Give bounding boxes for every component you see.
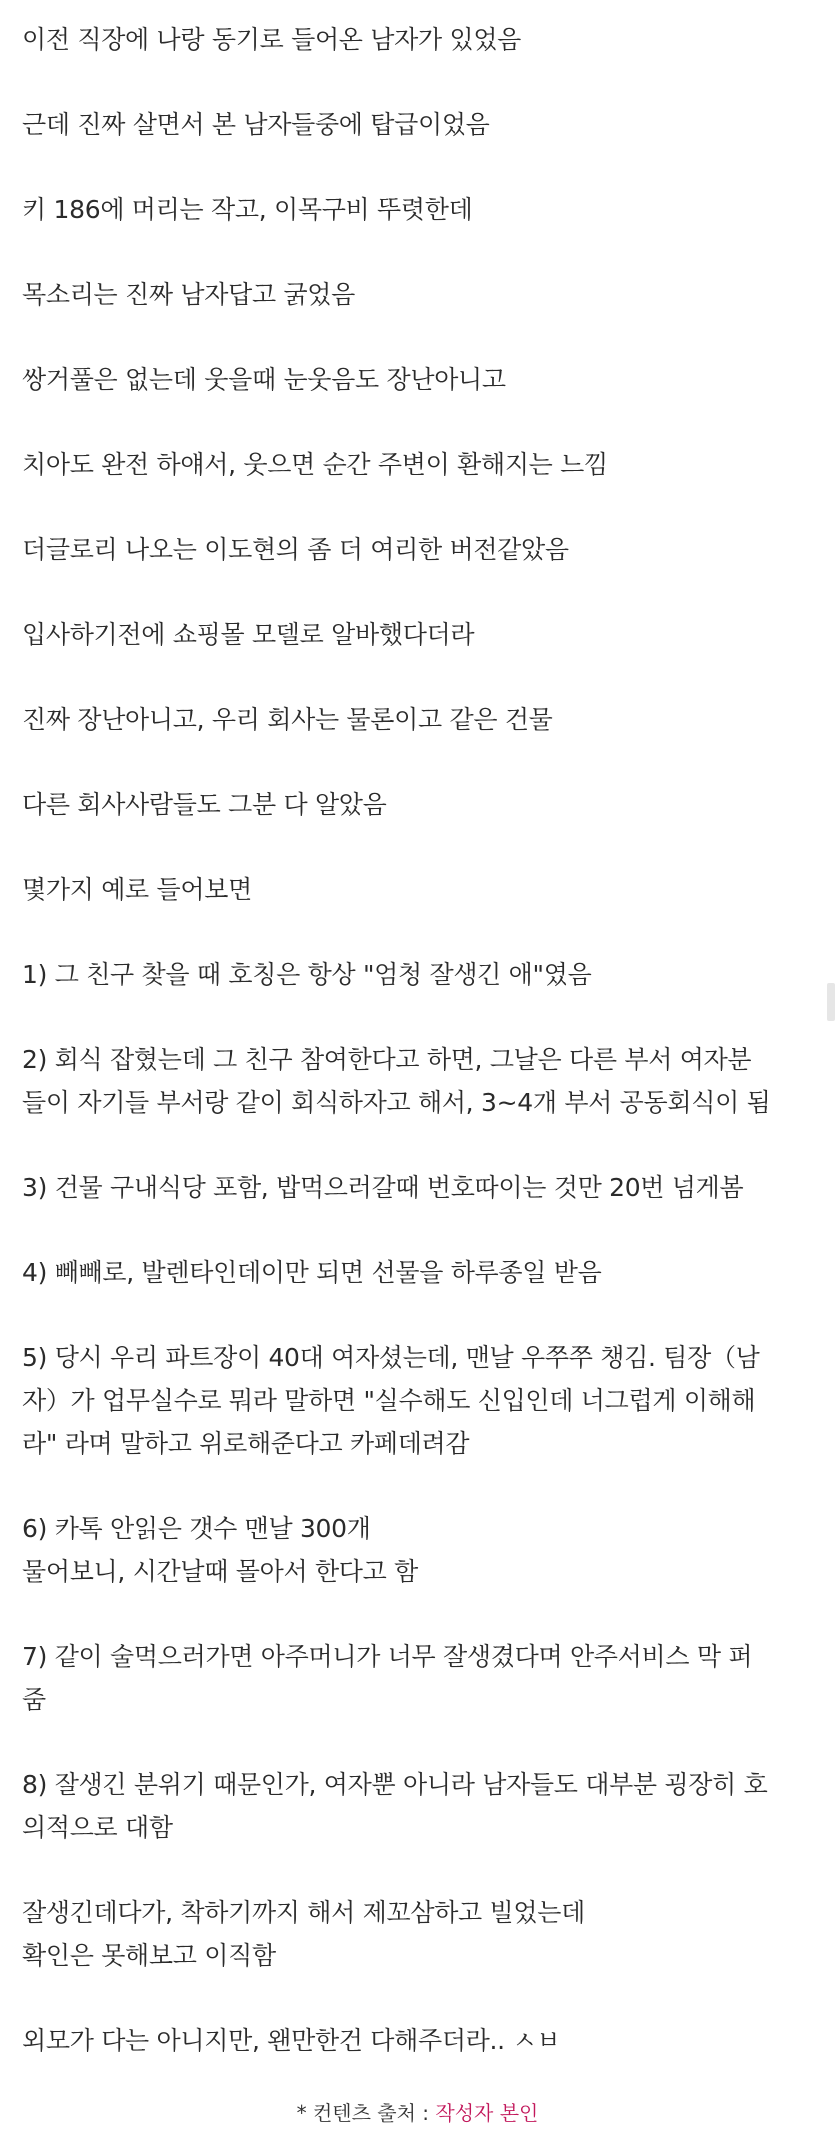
post-paragraph: 몇가지 예로 들어보면 <box>22 875 252 904</box>
post-paragraph: 쌍거풀은 없는데 웃을때 눈웃음도 장난아니고 <box>22 365 506 394</box>
list-item-2-line-2: 들이 자기들 부서랑 같이 회식하자고 해서, 3~4개 부서 공동회식이 됨 <box>22 1088 771 1117</box>
post-paragraph: 근데 진짜 살면서 본 남자들중에 탑급이었음 <box>22 110 490 139</box>
list-item-6-line-2: 물어보니, 시간날때 몰아서 한다고 함 <box>22 1557 418 1586</box>
scrollbar-thumb[interactable] <box>827 983 835 1021</box>
post-paragraph: 진짜 장난아니고, 우리 회사는 물론이고 같은 건물 <box>22 705 553 734</box>
content-source-footer <box>0 2098 835 2128</box>
list-item-4: 4) 빼빼로, 발렌타인데이만 되면 선물을 하루종일 받음 <box>22 1258 602 1287</box>
list-item-8-line-2: 의적으로 대함 <box>22 1813 173 1842</box>
list-item-7-line-2: 줌 <box>22 1685 46 1714</box>
list-item-2-line-1: 2) 회식 잡혔는데 그 친구 참여한다고 하면, 그날은 다른 부서 여자분 <box>22 1045 752 1074</box>
post-paragraph: 입사하기전에 쇼핑몰 모델로 알바했다더라 <box>22 620 475 649</box>
post-paragraph: 키 186에 머리는 작고, 이목구비 뚜렷한데 <box>22 195 473 224</box>
post-paragraph: 이전 직장에 나랑 동기로 들어온 남자가 있었음 <box>22 25 522 54</box>
list-item-5-line-2: 자）가 업무실수로 뭐라 말하면 "실수해도 신입인데 너그럽게 이해해 <box>22 1386 756 1415</box>
post-paragraph: 잘생긴데다가, 착하기까지 해서 제꼬삼하고 빌었는데 <box>22 1898 585 1927</box>
list-item-1: 1) 그 친구 찾을 때 호칭은 항상 "엄청 잘생긴 애"였음 <box>22 960 592 989</box>
post-paragraph: 목소리는 진짜 남자답고 굵었음 <box>22 280 355 309</box>
list-item-5-line-1: 5) 당시 우리 파트장이 40대 여자셨는데, 맨날 우쭈쭈 챙김. 팀장（남 <box>22 1343 760 1372</box>
source-prefix: * 컨텐츠 출처 : <box>296 2101 436 2125</box>
post-paragraph: 외모가 다는 아니지만, 왠만한건 다해주더라.. ㅅㅂ <box>22 2026 561 2055</box>
post-paragraph: 치아도 완전 하얘서, 웃으면 순간 주변이 환해지는 느낌 <box>22 450 608 479</box>
source-link[interactable]: 작성자 본인 <box>435 2101 539 2125</box>
list-item-3: 3) 건물 구내식당 포함, 밥먹으러갈때 번호따이는 것만 20번 넘게봄 <box>22 1173 744 1202</box>
list-item-7-line-1: 7) 같이 술먹으러가면 아주머니가 너무 잘생겼다며 안주서비스 막 퍼 <box>22 1642 753 1671</box>
post-paragraph: 확인은 못해보고 이직함 <box>22 1941 276 1970</box>
post-paragraph: 다른 회사사람들도 그분 다 알았음 <box>22 790 387 819</box>
list-item-5-line-3: 라" 라며 말하고 위로해준다고 카페데려감 <box>22 1429 470 1458</box>
list-item-8-line-1: 8) 잘생긴 분위기 때문인가, 여자뿐 아니라 남자들도 대부분 굉장히 호 <box>22 1770 768 1799</box>
post-paragraph: 더글로리 나오는 이도현의 좀 더 여리한 버전같았음 <box>22 535 569 564</box>
list-item-6-line-1: 6) 카톡 안읽은 갯수 맨날 300개 <box>22 1514 371 1543</box>
